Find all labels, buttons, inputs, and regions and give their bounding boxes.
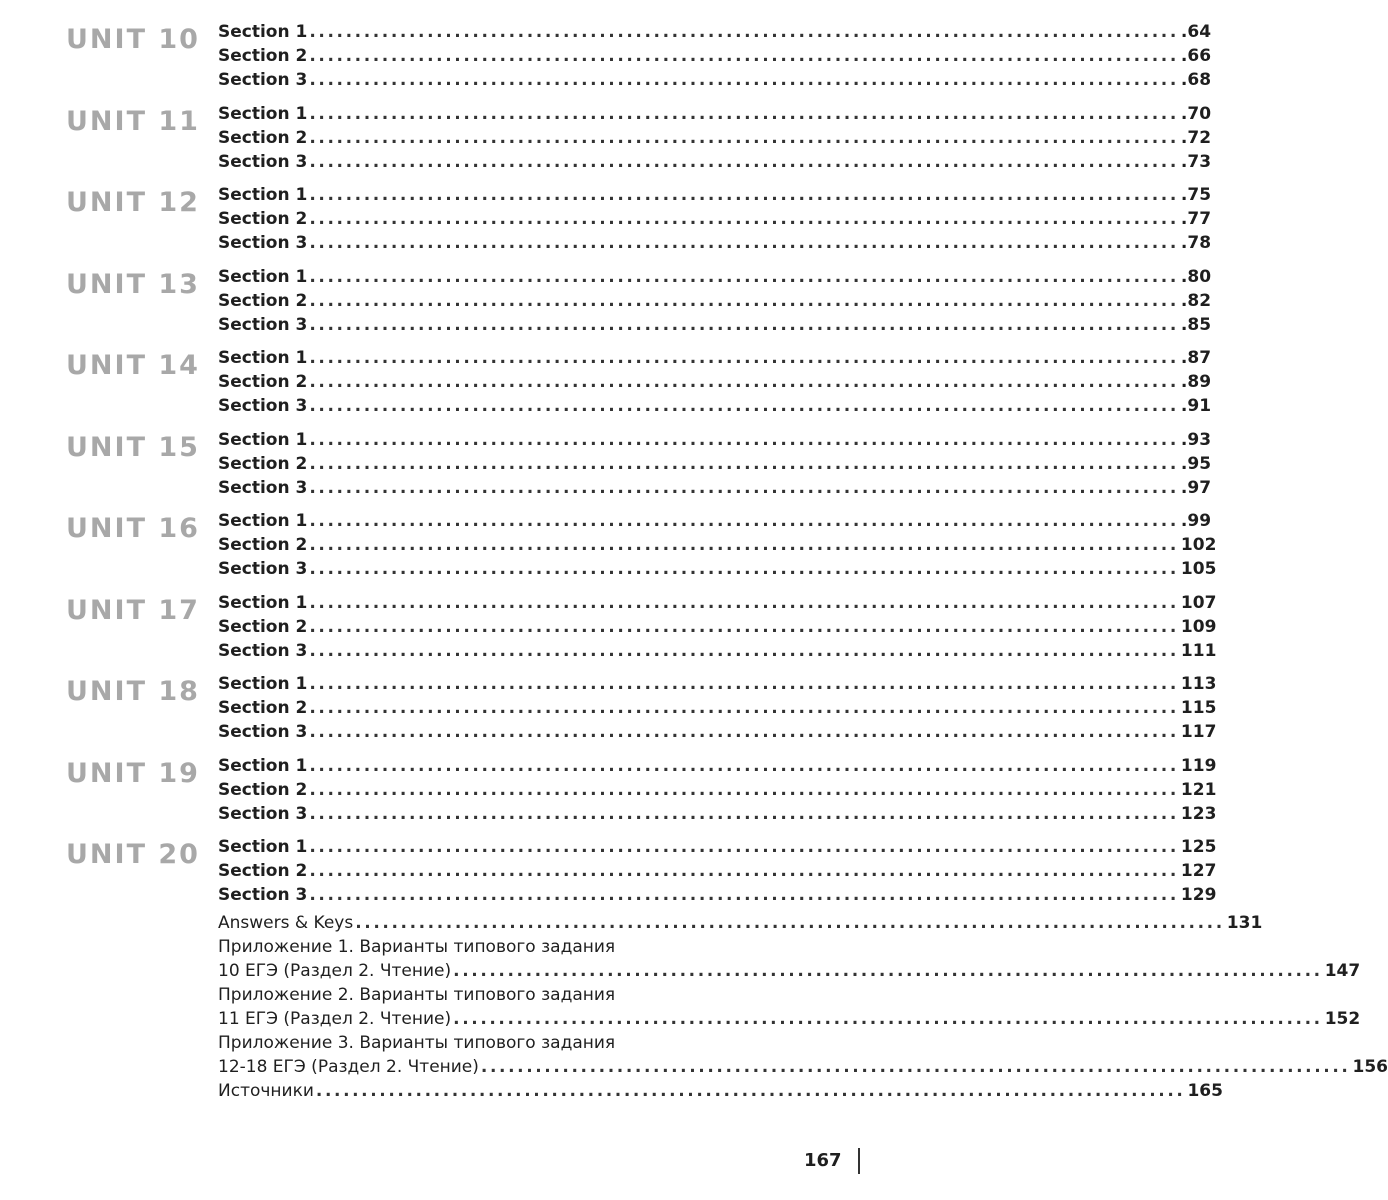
entry-page: .80 — [1180, 266, 1212, 287]
entry-title: Section 2 — [218, 453, 308, 474]
unit-heading: UNIT 12 — [66, 187, 200, 218]
entry-title: Section 1 — [218, 429, 308, 450]
entry-title: Section 2 — [218, 535, 308, 555]
entry-title: Section 1 — [218, 755, 308, 776]
toc-entry-section[interactable] — [218, 557, 1217, 581]
toc-entry-appendix-1[interactable] — [218, 959, 1361, 983]
section-list — [218, 265, 1212, 337]
entry-page: 115 — [1180, 698, 1217, 718]
dot-leader: ................................................................................................ — [309, 559, 1179, 579]
entry-page: 147 — [1324, 961, 1361, 981]
dot-leader: ................................................................................................ — [309, 722, 1179, 742]
entry-title: Источники — [218, 1081, 314, 1101]
toc-entry-answers[interactable] — [218, 911, 1263, 935]
entry-title: Section 3 — [218, 722, 308, 742]
entry-title: Section 3 — [218, 151, 308, 172]
entry-page: 152 — [1324, 1009, 1361, 1029]
unit-heading: UNIT 13 — [66, 268, 200, 300]
entry-title: Section 2 — [218, 779, 308, 800]
entry-page: .85 — [1180, 314, 1212, 335]
toc-entry-section[interactable] — [218, 672, 1217, 696]
section-list — [218, 509, 1217, 581]
section-list — [218, 754, 1217, 826]
section-list — [218, 20, 1212, 92]
dot-leader: ................................................................................................ — [309, 592, 1179, 613]
toc-entry-appendix-3[interactable] — [218, 1055, 1388, 1079]
toc-entry-section[interactable] — [218, 591, 1217, 615]
unit-heading: UNIT 11 — [66, 105, 200, 137]
dot-leader: ................................................................................................ — [309, 103, 1179, 124]
entry-page: .75 — [1180, 185, 1212, 205]
unit-heading: UNIT 18 — [66, 676, 200, 707]
dot-leader: ................................................................................................ — [453, 961, 1323, 981]
dot-leader: ................................................................................................ — [315, 1081, 1186, 1101]
toc-entry-section[interactable] — [218, 452, 1212, 476]
dot-leader: ................................................................................................ — [309, 429, 1179, 450]
entry-page: 107 — [1180, 592, 1217, 613]
entry-title: 11 ЕГЭ (Раздел 2. Чтение) — [218, 1009, 452, 1029]
entry-title: Section 1 — [218, 185, 308, 205]
entry-page: .66 — [1180, 46, 1212, 66]
dot-leader: ................................................................................................ — [309, 511, 1179, 531]
toc-entry-section[interactable] — [218, 778, 1217, 802]
toc-entry-section[interactable] — [218, 68, 1212, 92]
section-list — [218, 102, 1212, 174]
dot-leader: ................................................................................................ — [309, 290, 1179, 311]
entry-title: Section 1 — [218, 837, 308, 857]
appendix-list — [218, 911, 1388, 1103]
toc-entry-section[interactable] — [218, 231, 1212, 255]
dot-leader: ................................................................................................ — [309, 209, 1179, 229]
entry-title: Section 3 — [218, 396, 308, 416]
entry-title: Section 2 — [218, 698, 308, 718]
toc-entry-section[interactable] — [218, 883, 1217, 907]
toc-entry-section[interactable] — [218, 509, 1212, 533]
entry-title: Section 2 — [218, 127, 308, 148]
toc-entry-section[interactable] — [218, 615, 1217, 639]
toc-entry-section[interactable] — [218, 346, 1212, 370]
entry-page: 105 — [1180, 559, 1217, 579]
dot-leader: ................................................................................................ — [309, 674, 1179, 694]
section-list — [218, 835, 1217, 907]
dot-leader: ................................................................................................ — [309, 885, 1179, 905]
page-number: 167 — [804, 1150, 842, 1171]
toc-entry-section[interactable] — [218, 476, 1212, 500]
entry-page: .73 — [1180, 151, 1212, 172]
entry-title: Section 1 — [218, 103, 308, 124]
section-list — [218, 672, 1217, 744]
entry-page: .87 — [1180, 348, 1212, 368]
unit-heading: UNIT 17 — [66, 594, 200, 626]
dot-leader: ................................................................................................ — [309, 233, 1179, 253]
dot-leader: ................................................................................................ — [309, 70, 1179, 90]
toc-entry-section[interactable] — [218, 370, 1212, 394]
section-list — [218, 591, 1217, 663]
entry-page: .99 — [1180, 511, 1212, 531]
toc-entry-sources[interactable] — [218, 1079, 1223, 1103]
entry-title: Section 3 — [218, 233, 308, 253]
entry-title: Section 1 — [218, 592, 308, 613]
entry-page: .97 — [1180, 477, 1212, 498]
toc-entry-section[interactable] — [218, 533, 1217, 557]
entry-page: .89 — [1180, 372, 1212, 392]
entry-page: 125 — [1180, 837, 1217, 857]
toc-entry-section[interactable] — [218, 835, 1217, 859]
entry-page: .77 — [1180, 209, 1212, 229]
toc-entry-section[interactable] — [218, 639, 1217, 663]
toc-entry-section[interactable] — [218, 859, 1217, 883]
toc-entry-section[interactable] — [218, 150, 1212, 174]
dot-leader: ................................................................................................ — [309, 837, 1179, 857]
entry-title: Section 3 — [218, 640, 308, 661]
dot-leader: ................................................................................................ — [309, 616, 1179, 637]
toc-entry-section[interactable] — [218, 754, 1217, 778]
dot-leader: ................................................................................................ — [480, 1057, 1351, 1077]
dot-leader: ................................................................................................ — [309, 453, 1179, 474]
dot-leader: ................................................................................................ — [309, 185, 1179, 205]
toc-entry-section[interactable] — [218, 428, 1212, 452]
entry-title: Section 2 — [218, 290, 308, 311]
entry-title: Section 3 — [218, 803, 308, 824]
toc-entry-section[interactable] — [218, 265, 1212, 289]
toc-entry-section[interactable] — [218, 20, 1212, 44]
entry-page: .82 — [1180, 290, 1212, 311]
entry-title-line: Приложение 3. Варианты типового задания — [218, 1033, 616, 1053]
unit-heading: UNIT 19 — [66, 757, 200, 789]
entry-page: 119 — [1180, 755, 1217, 776]
dot-leader: ................................................................................................ — [309, 266, 1179, 287]
toc-entry-appendix-2[interactable] — [218, 1007, 1361, 1031]
toc-entry-section[interactable] — [218, 289, 1212, 313]
toc-entry-section[interactable] — [218, 720, 1217, 744]
entry-title: Section 1 — [218, 511, 308, 531]
toc-entry-section[interactable] — [218, 696, 1217, 720]
entry-title: Section 3 — [218, 477, 308, 498]
entry-page: .91 — [1180, 396, 1212, 416]
entry-title: Section 1 — [218, 674, 308, 694]
toc-entry-section[interactable] — [218, 183, 1212, 207]
toc-entry-section[interactable] — [218, 44, 1212, 68]
entry-title: Section 2 — [218, 861, 308, 881]
entry-title: Section 1 — [218, 22, 308, 42]
unit-heading: UNIT 16 — [66, 513, 200, 544]
dot-leader: ................................................................................................ — [309, 127, 1179, 148]
unit-heading: UNIT 10 — [66, 24, 200, 55]
dot-leader: ................................................................................................ — [453, 1009, 1323, 1029]
entry-page: .78 — [1180, 233, 1212, 253]
toc-entry-section[interactable] — [218, 802, 1217, 826]
dot-leader: ................................................................................................ — [309, 22, 1179, 42]
dot-leader: ................................................................................................ — [309, 779, 1179, 800]
entry-title: Section 3 — [218, 70, 308, 90]
toc-entry-section[interactable] — [218, 102, 1212, 126]
unit-heading: UNIT 15 — [66, 431, 200, 463]
dot-leader: ................................................................................................ — [355, 913, 1225, 933]
entry-page: 127 — [1180, 861, 1217, 881]
entry-title: Section 2 — [218, 372, 308, 392]
entry-title: Section 2 — [218, 616, 308, 637]
dot-leader: ................................................................................................ — [309, 535, 1179, 555]
entry-page: 121 — [1180, 779, 1217, 800]
page-number-divider — [858, 1148, 860, 1174]
entry-page: .68 — [1180, 70, 1212, 90]
dot-leader: ................................................................................................ — [309, 477, 1179, 498]
entry-page: .93 — [1180, 429, 1212, 450]
dot-leader: ................................................................................................ — [309, 803, 1179, 824]
entry-title: Section 1 — [218, 266, 308, 287]
dot-leader: ................................................................................................ — [309, 640, 1179, 661]
entry-page: .72 — [1180, 127, 1212, 148]
dot-leader: ................................................................................................ — [309, 396, 1179, 416]
entry-page: 131 — [1226, 913, 1263, 933]
entry-title: Section 1 — [218, 348, 308, 368]
entry-page: 113 — [1180, 674, 1217, 694]
entry-title-line: Приложение 1. Варианты типового задания — [218, 937, 616, 957]
dot-leader: ................................................................................................ — [309, 372, 1179, 392]
dot-leader: ................................................................................................ — [309, 861, 1179, 881]
entry-page: 129 — [1180, 885, 1217, 905]
entry-page: .64 — [1180, 22, 1212, 42]
dot-leader: ................................................................................................ — [309, 46, 1179, 66]
entry-page: 123 — [1180, 803, 1217, 824]
entry-page: .70 — [1180, 103, 1212, 124]
section-list — [218, 183, 1212, 255]
entry-page: .95 — [1180, 453, 1212, 474]
entry-title: Section 3 — [218, 314, 308, 335]
entry-title: Answers & Keys — [218, 913, 354, 933]
entry-page: 117 — [1180, 722, 1217, 742]
toc-entry-section[interactable] — [218, 126, 1212, 150]
dot-leader: ................................................................................................ — [309, 314, 1179, 335]
toc-entry-section[interactable] — [218, 313, 1212, 337]
unit-heading: UNIT 14 — [66, 350, 200, 381]
unit-heading: UNIT 20 — [66, 839, 200, 870]
entry-page: 165 — [1187, 1081, 1223, 1101]
dot-leader: ................................................................................................ — [309, 348, 1179, 368]
entry-title: Section 3 — [218, 559, 308, 579]
entry-page: 102 — [1180, 535, 1217, 555]
entry-title: Section 2 — [218, 209, 308, 229]
entry-page: 111 — [1180, 640, 1217, 661]
entry-title: Section 2 — [218, 46, 308, 66]
dot-leader: ................................................................................................ — [309, 698, 1179, 718]
entry-page: 109 — [1180, 616, 1217, 637]
toc-entry-section[interactable] — [218, 207, 1212, 231]
entry-page: 156 — [1352, 1057, 1388, 1077]
entry-title-line: Приложение 2. Варианты типового задания — [218, 985, 616, 1005]
section-list — [218, 346, 1212, 418]
entry-title: 10 ЕГЭ (Раздел 2. Чтение) — [218, 961, 452, 981]
toc-entry-section[interactable] — [218, 394, 1212, 418]
entry-title: 12-18 ЕГЭ (Раздел 2. Чтение) — [218, 1057, 479, 1077]
dot-leader: ................................................................................................ — [309, 151, 1179, 172]
dot-leader: ................................................................................................ — [309, 755, 1179, 776]
entry-title: Section 3 — [218, 885, 308, 905]
section-list — [218, 428, 1212, 500]
